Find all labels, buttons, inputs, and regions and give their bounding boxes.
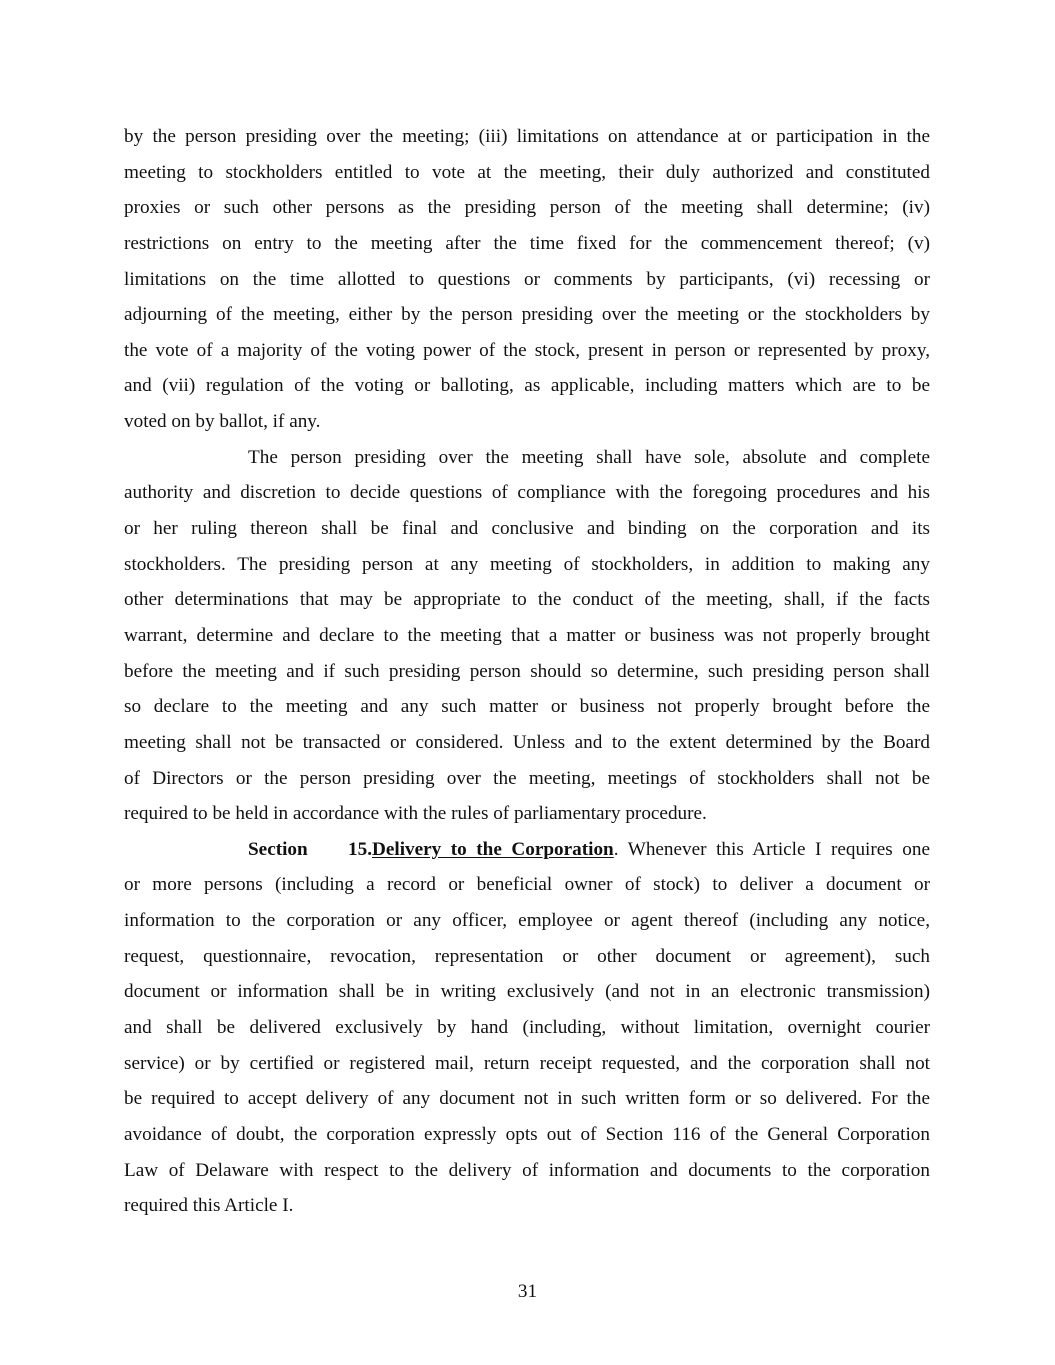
text-line: document or information shall be in writing exclusively (and not in an electronic transmission) xyxy=(124,981,930,1003)
section-15-delivery xyxy=(124,832,930,1224)
text-line: voted on by ballot, if any. xyxy=(124,411,321,433)
text-line: and (vii) regulation of the voting or balloting, as applicable, including matters which are to be xyxy=(124,375,930,397)
text-line: request, questionnaire, revocation, representation or other document or agreement), such xyxy=(124,945,930,967)
page-number: 31 xyxy=(517,1281,538,1302)
text-line: restrictions on entry to the meeting after the time fixed for the commencement thereof; (v) xyxy=(124,232,930,254)
text-line: authority and discretion to decide questions of compliance with the foregoing procedures and his xyxy=(124,482,930,504)
text-line: required this Article I. xyxy=(124,1195,294,1217)
text-line: and shall be delivered exclusively by hand (including, without limitation, overnight courier xyxy=(124,1017,930,1039)
text-line: meeting shall not be transacted or considered. Unless and to the extent determined by the Board xyxy=(124,731,930,753)
text-line: of Directors or the person presiding over the meeting, meetings of stockholders shall not be xyxy=(124,767,930,789)
section-number: Section 15. xyxy=(248,838,372,860)
text-line: or her ruling thereon shall be final and conclusive and binding on the corporation and its xyxy=(124,518,930,540)
text-line: The person presiding over the meeting shall have sole, absolute and complete xyxy=(248,446,930,468)
section-title: Delivery to the Corporation xyxy=(372,838,614,860)
section-first-line-text: . Whenever this Article I requires one xyxy=(613,838,930,860)
text-line: be required to accept delivery of any document not in such written form or so delivered. For the xyxy=(124,1088,930,1110)
text-line: stockholders. The presiding person at any meeting of stockholders, in addition to making any xyxy=(124,553,930,575)
section-heading-line xyxy=(124,832,930,868)
paragraph-presiding-authority xyxy=(124,440,930,832)
text-line: avoidance of doubt, the corporation expressly opts out of Section 116 of the General Corporation xyxy=(124,1123,930,1145)
text-line: limitations on the time allotted to questions or comments by participants, (vi) recessing or xyxy=(124,268,930,290)
text-line: other determinations that may be appropriate to the conduct of the meeting, shall, if the facts xyxy=(124,589,930,611)
text-line: information to the corporation or any officer, employee or agent thereof (including any notice, xyxy=(124,910,930,932)
text-line: the vote of a majority of the voting power of the stock, present in person or represented by proxy, xyxy=(124,339,930,361)
text-line: warrant, determine and declare to the meeting that a matter or business was not properly brought xyxy=(124,624,930,646)
text-line: Law of Delaware with respect to the delivery of information and documents to the corporation xyxy=(124,1159,930,1181)
text-line: by the person presiding over the meeting; (iii) limitations on attendance at or participation in the xyxy=(124,126,930,147)
text-line: adjourning of the meeting, either by the person presiding over the meeting or the stockholders by xyxy=(124,304,930,326)
text-line: proxies or such other persons as the presiding person of the meeting shall determine; (iv) xyxy=(124,197,930,219)
text-line: meeting to stockholders entitled to vote at the meeting, their duly authorized and constituted xyxy=(124,161,930,183)
paragraph-meeting-rules xyxy=(124,119,930,440)
text-line: so declare to the meeting and any such matter or business not properly brought before the xyxy=(124,696,930,718)
text-line: required to be held in accordance with the rules of parliamentary procedure. xyxy=(124,803,707,825)
text-line: service) or by certified or registered mail, return receipt requested, and the corporation shall not xyxy=(124,1052,930,1074)
body-text xyxy=(124,119,930,1224)
text-line: before the meeting and if such presiding person should so determine, such presiding person shall xyxy=(124,660,930,682)
text-line: or more persons (including a record or beneficial owner of stock) to deliver a document or xyxy=(124,874,930,896)
